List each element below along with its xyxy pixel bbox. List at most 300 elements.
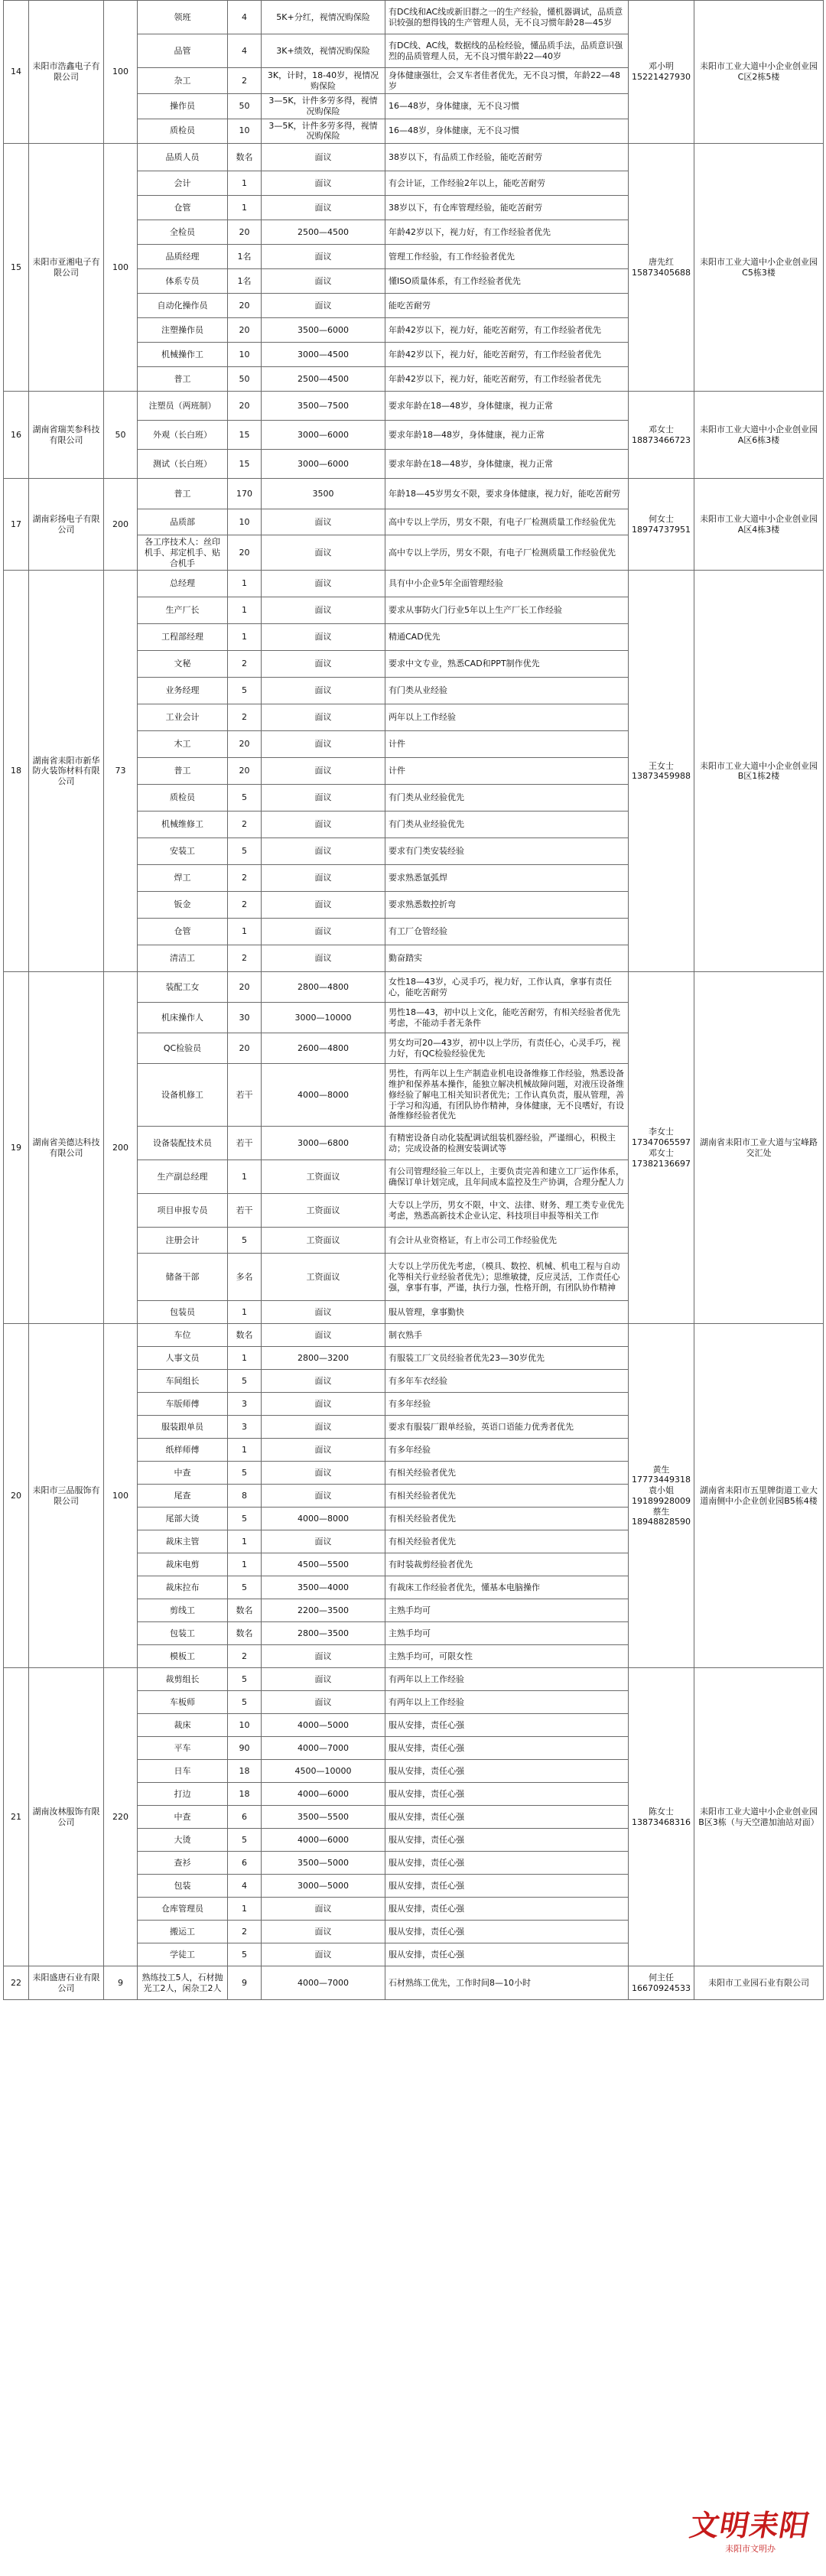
headcount-cell: 1名 [228,245,262,269]
requirement-cell: 男性18—43，初中以上文化，能吃苦耐劳，有相关经验者优先考虑，不能动手者无条件 [385,1003,629,1033]
headcount-cell: 5 [228,1576,262,1599]
headcount-cell: 2 [228,1645,262,1668]
requirement-cell: 制衣熟手 [385,1324,629,1347]
salary-cell: 面议 [262,1324,385,1347]
salary-cell: 3500—4000 [262,1576,385,1599]
requirement-cell: 有相关经验者优先 [385,1530,629,1553]
table-row [4,1668,824,1691]
headcount-cell: 多名 [228,1254,262,1301]
salary-cell: 面议 [262,838,385,865]
position-cell: 操作员 [138,94,228,119]
position-cell: 会计 [138,171,228,196]
headcount-cell: 3 [228,1393,262,1416]
company-name-cell: 湖南省瑞芙参科技有限公司 [29,392,104,479]
company-name-cell: 湖南省耒阳市新华防火装饰材料有限公司 [29,571,104,972]
requirement-cell: 要求年龄18—48岁，身体健康，视力正常 [385,421,629,450]
salary-cell: 4000—6000 [262,1783,385,1806]
headcount-cell: 5 [228,1462,262,1485]
salary-cell: 2800—3500 [262,1622,385,1645]
headcount-cell: 数名 [228,1324,262,1347]
requirement-cell: 计件 [385,731,629,758]
position-cell: 机械操作工 [138,343,228,367]
requirement-cell: 年龄42岁以下，视力好，有工作经验者优先 [385,220,629,245]
position-cell: 总经理 [138,571,228,597]
salary-cell: 3000—6000 [262,450,385,479]
headcount-cell: 170 [228,479,262,509]
salary-cell: 3500—7500 [262,392,385,421]
position-cell: 仓库管理员 [138,1898,228,1921]
position-cell: 注塑操作员 [138,318,228,343]
company-name-cell: 耒阳市亚湘电子有限公司 [29,144,104,392]
requirement-cell: 有服装工厂文员经验者优先23—30岁优先 [385,1347,629,1370]
position-cell: 搬运工 [138,1921,228,1943]
salary-cell: 3500 [262,479,385,509]
headcount-cell: 30 [228,1003,262,1033]
position-cell: 机床操作人 [138,1003,228,1033]
requirement-cell: 主熟手均可 [385,1599,629,1622]
address-cell: 耒阳市工业大道中小企业创业园A区4栋3楼 [694,479,824,571]
salary-cell: 工资面议 [262,1254,385,1301]
headcount-cell: 1 [228,1553,262,1576]
requirement-cell: 有相关经验者优先 [385,1485,629,1508]
salary-cell: 面议 [262,731,385,758]
position-cell: 生产厂长 [138,597,228,624]
recruitment-table [3,0,824,2000]
position-cell: 项目申报专员 [138,1194,228,1228]
requirement-cell: 年龄42岁以下，视力好，能吃苦耐劳，有工作经验者优先 [385,367,629,392]
table-row [4,144,824,171]
salary-cell: 面议 [262,535,385,571]
requirement-cell: 年龄42岁以下，视力好，能吃苦耐劳，有工作经验者优先 [385,343,629,367]
position-cell: 普工 [138,758,228,785]
salary-cell: 4000—8000 [262,1508,385,1530]
position-cell: 尾部大烫 [138,1508,228,1530]
requirement-cell: 有时装裁剪经验者优先 [385,1553,629,1576]
table-row [4,1,824,34]
salary-cell: 面议 [262,1439,385,1462]
headcount-cell: 5 [228,1829,262,1852]
headcount-cell: 1 [228,1301,262,1324]
position-cell: 测试（长白班） [138,450,228,479]
position-cell: 杂工 [138,68,228,94]
requirement-cell: 计件 [385,758,629,785]
salary-cell: 面议 [262,919,385,945]
position-cell: 生产副总经理 [138,1160,228,1194]
requirement-cell: 38岁以下，有品质工作经验，能吃苦耐劳 [385,144,629,171]
position-cell: 车版师傅 [138,1393,228,1416]
salary-cell: 4000—7000 [262,1966,385,2000]
salary-cell: 3500—5500 [262,1806,385,1829]
address-cell: 耒阳市工业大道中小企业创业园C区2栋5楼 [694,1,824,144]
position-cell: 平车 [138,1737,228,1760]
requirement-cell: 主熟手均可 [385,1622,629,1645]
requirement-cell: 服从安排，责任心强 [385,1898,629,1921]
position-cell: 设备装配技术员 [138,1127,228,1160]
position-cell: 品质部 [138,509,228,535]
headcount-cell: 18 [228,1783,262,1806]
salary-cell: 面议 [262,758,385,785]
headcount-cell: 20 [228,758,262,785]
requirement-cell: 服从安排，责任心强 [385,1783,629,1806]
headcount-cell: 1 [228,1439,262,1462]
salary-cell: 面议 [262,571,385,597]
requirement-cell: 有DC线和AC线或新旧群之一的生产经验，懂机器调试，品质意识较强的想得钱的生产管理人员，无不良习惯年龄28—45岁 [385,1,629,34]
salary-cell: 面议 [262,785,385,812]
headcount-cell: 20 [228,535,262,571]
headcount-cell: 20 [228,972,262,1003]
salary-cell: 3—5K，计件多劳多得，视情况购保险 [262,119,385,144]
requirement-cell: 服从管理，拿事勤快 [385,1301,629,1324]
salary-cell: 面议 [262,812,385,838]
headcount-cell: 1 [228,624,262,651]
company-name-cell: 耒阳市三品服饰有限公司 [29,1324,104,1668]
headcount-cell: 20 [228,392,262,421]
headcount-cell: 4 [228,1875,262,1898]
salary-cell: 3000—5000 [262,1875,385,1898]
position-cell: 模板工 [138,1645,228,1668]
position-cell: 业务经理 [138,678,228,704]
salary-cell: 3500—5000 [262,1852,385,1875]
contact-cell: 何女士 18974737951 [629,479,694,571]
salary-cell: 3000—6800 [262,1127,385,1160]
salary-cell: 4500—10000 [262,1760,385,1783]
requirement-cell: 服从安排，责任心强 [385,1760,629,1783]
total-headcount-cell: 200 [104,972,138,1324]
position-cell: 钣金 [138,892,228,919]
requirement-cell: 服从安排，责任心强 [385,1852,629,1875]
position-cell: 大烫 [138,1829,228,1852]
watermark-sub: 耒阳市文明办 [725,2544,776,2554]
position-cell: 中查 [138,1462,228,1485]
headcount-cell: 1 [228,1898,262,1921]
salary-cell: 面议 [262,1530,385,1553]
contact-cell: 何主任 16670924533 [629,1966,694,2000]
company-number-cell: 21 [4,1668,29,1966]
headcount-cell: 15 [228,450,262,479]
contact-cell: 李女士 17347065597 邓女士 17382136697 [629,972,694,1324]
position-cell: 日车 [138,1760,228,1783]
headcount-cell: 1 [228,1347,262,1370]
headcount-cell: 2 [228,68,262,94]
salary-cell: 面议 [262,1943,385,1966]
salary-cell: 面议 [262,678,385,704]
table-row [4,479,824,509]
table-row [4,571,824,597]
requirement-cell: 有工厂仓管经验 [385,919,629,945]
position-cell: 质检员 [138,119,228,144]
requirement-cell: 有裁床工作经验者优先，懂基本电脑操作 [385,1576,629,1599]
requirement-cell: 有多年经验 [385,1439,629,1462]
requirement-cell: 两年以上工作经验 [385,704,629,731]
table-row [4,1324,824,1347]
position-cell: 普工 [138,479,228,509]
headcount-cell: 1 [228,171,262,196]
headcount-cell: 1 [228,1530,262,1553]
requirement-cell: 有DC线、AC线，数据线的品检经验，懂品质手法，品质意识强烈的品质管理人员，无不良习惯年龄22—40岁 [385,34,629,68]
requirement-cell: 有公司管理经验三年以上，主要负责完善和建立工厂运作体系，确保订单计划完成，且年间成本监控及生产协调，合理分配人力 [385,1160,629,1194]
headcount-cell: 若干 [228,1127,262,1160]
watermark [685,2502,815,2555]
requirement-cell: 有门类从业经验优先 [385,785,629,812]
salary-cell: 面议 [262,597,385,624]
salary-cell: 3500—6000 [262,318,385,343]
headcount-cell: 5 [228,785,262,812]
position-cell: QC检验员 [138,1033,228,1064]
headcount-cell: 20 [228,318,262,343]
requirement-cell: 精通CAD优先 [385,624,629,651]
position-cell: 安装工 [138,838,228,865]
requirement-cell: 服从安排，责任心强 [385,1875,629,1898]
table-body [4,1,824,2000]
requirement-cell: 服从安排，责任心强 [385,1737,629,1760]
company-number-cell: 22 [4,1966,29,2000]
requirement-cell: 能吃苦耐劳 [385,294,629,318]
position-cell: 车板师 [138,1691,228,1714]
requirement-cell: 服从安排，责任心强 [385,1829,629,1852]
requirement-cell: 懂ISO质量体系，有工作经验者优先 [385,269,629,294]
requirement-cell: 要求年龄在18—48岁，身体健康，视力正常 [385,392,629,421]
position-cell: 裁床拉布 [138,1576,228,1599]
table-row [4,972,824,1003]
requirement-cell: 16—48岁，身体健康，无不良习惯 [385,119,629,144]
requirement-cell: 有两年以上工作经验 [385,1691,629,1714]
requirement-cell: 要求熟悉数控折弯 [385,892,629,919]
salary-cell: 面议 [262,1921,385,1943]
requirement-cell: 具有中小企业5年全面管理经验 [385,571,629,597]
position-cell: 装配工女 [138,972,228,1003]
company-number-cell: 16 [4,392,29,479]
headcount-cell: 10 [228,119,262,144]
headcount-cell: 20 [228,220,262,245]
position-cell: 自动化操作员 [138,294,228,318]
salary-cell: 2800—3200 [262,1347,385,1370]
requirement-cell: 大专以上学历，男女不限，中文、法律、财务、理工类专业优先考虑，熟悉高新技术企业认定、科技项目申报等相关工作 [385,1194,629,1228]
headcount-cell: 20 [228,1033,262,1064]
salary-cell: 3000—10000 [262,1003,385,1033]
headcount-cell: 5 [228,678,262,704]
requirement-cell: 要求有服装厂跟单经验，英语口语能力优秀者优先 [385,1416,629,1439]
headcount-cell: 10 [228,509,262,535]
headcount-cell: 4 [228,1,262,34]
company-number-cell: 17 [4,479,29,571]
address-cell: 耒阳市工业大道中小企业创业园B区3栋（与天空港加油站对面） [694,1668,824,1966]
headcount-cell: 10 [228,1714,262,1737]
salary-cell: 工资面议 [262,1228,385,1254]
position-cell: 储备干部 [138,1254,228,1301]
position-cell: 纸样师傅 [138,1439,228,1462]
headcount-cell: 若干 [228,1194,262,1228]
headcount-cell: 5 [228,838,262,865]
total-headcount-cell: 9 [104,1966,138,2000]
salary-cell: 面议 [262,1668,385,1691]
headcount-cell: 50 [228,94,262,119]
total-headcount-cell: 50 [104,392,138,479]
headcount-cell: 50 [228,367,262,392]
headcount-cell: 10 [228,343,262,367]
requirement-cell: 有会计证，工作经验2年以上，能吃苦耐劳 [385,171,629,196]
position-cell: 外观（长白班） [138,421,228,450]
position-cell: 工业会计 [138,704,228,731]
headcount-cell: 数名 [228,144,262,171]
salary-cell: 工资面议 [262,1194,385,1228]
address-cell: 耒阳市工业园石业有限公司 [694,1966,824,2000]
company-name-cell: 湖南彩扬电子有限公司 [29,479,104,571]
requirement-cell: 石材熟练工优先，工作时间8—10小时 [385,1966,629,2000]
position-cell: 品管 [138,34,228,68]
position-cell: 领班 [138,1,228,34]
contact-cell: 黄生 17773449318 袁小姐 19189928009 蔡生 18948828590 [629,1324,694,1668]
headcount-cell: 1 [228,1160,262,1194]
requirement-cell: 有相关经验者优先 [385,1508,629,1530]
headcount-cell: 2 [228,945,262,972]
salary-cell: 3000—4500 [262,343,385,367]
headcount-cell: 6 [228,1852,262,1875]
salary-cell: 面议 [262,945,385,972]
salary-cell: 面议 [262,892,385,919]
headcount-cell: 数名 [228,1599,262,1622]
salary-cell: 面议 [262,1370,385,1393]
position-cell: 学徒工 [138,1943,228,1966]
headcount-cell: 2 [228,704,262,731]
salary-cell: 面议 [262,171,385,196]
position-cell: 体系专员 [138,269,228,294]
salary-cell: 4000—8000 [262,1064,385,1127]
requirement-cell: 男女均可20—43岁，初中以上学历，有责任心，心灵手巧，视力好，有QC检验经验优先 [385,1033,629,1064]
salary-cell: 3K+绩效，视情况购保险 [262,34,385,68]
requirement-cell: 有会计从业资格证，有上市公司工作经验优先 [385,1228,629,1254]
salary-cell: 2600—4800 [262,1033,385,1064]
requirement-cell: 高中专以上学历，男女不限，有电子厂检测质量工作经验优先 [385,535,629,571]
position-cell: 裁床 [138,1714,228,1737]
salary-cell: 2500—4500 [262,367,385,392]
table-row [4,392,824,421]
headcount-cell: 1 [228,919,262,945]
requirement-cell: 服从安排，责任心强 [385,1714,629,1737]
salary-cell: 面议 [262,1898,385,1921]
salary-cell: 面议 [262,651,385,678]
salary-cell: 面议 [262,509,385,535]
position-cell: 木工 [138,731,228,758]
headcount-cell: 20 [228,294,262,318]
salary-cell: 面议 [262,1301,385,1324]
requirement-cell: 有多年经验 [385,1393,629,1416]
headcount-cell: 4 [228,34,262,68]
position-cell: 仓管 [138,196,228,220]
position-cell: 车间组长 [138,1370,228,1393]
requirement-cell: 身体健康强壮，会叉车者佳者优先，无不良习惯，年龄22—48岁 [385,68,629,94]
salary-cell: 面议 [262,1485,385,1508]
position-cell: 裁床主管 [138,1530,228,1553]
position-cell: 各工序技术人：丝印机手、邦定机手、贴合机手 [138,535,228,571]
salary-cell: 面议 [262,704,385,731]
position-cell: 打边 [138,1783,228,1806]
position-cell: 质检员 [138,785,228,812]
salary-cell: 面议 [262,196,385,220]
position-cell: 清洁工 [138,945,228,972]
table-row [4,1966,824,2000]
position-cell: 中查 [138,1806,228,1829]
position-cell: 包装员 [138,1301,228,1324]
position-cell: 服装跟单员 [138,1416,228,1439]
company-number-cell: 19 [4,972,29,1324]
headcount-cell: 2 [228,812,262,838]
salary-cell: 3—5K，计件多劳多得，视情况购保险 [262,94,385,119]
headcount-cell: 5 [228,1228,262,1254]
salary-cell: 4000—6000 [262,1829,385,1852]
requirement-cell: 有精密设备自动化装配调试组装机器经验，严谨细心，积极主动；完成设备的检测安装调试等 [385,1127,629,1160]
headcount-cell: 1名 [228,269,262,294]
requirement-cell: 要求中文专业，熟悉CAD和PPT制作优先 [385,651,629,678]
position-cell: 普工 [138,367,228,392]
position-cell: 机械维修工 [138,812,228,838]
salary-cell: 面议 [262,1462,385,1485]
salary-cell: 2800—4800 [262,972,385,1003]
salary-cell: 2200—3500 [262,1599,385,1622]
headcount-cell: 2 [228,1921,262,1943]
headcount-cell: 6 [228,1806,262,1829]
requirement-cell: 要求熟悉氩弧焊 [385,865,629,892]
company-number-cell: 15 [4,144,29,392]
position-cell: 全检员 [138,220,228,245]
total-headcount-cell: 100 [104,1324,138,1668]
requirement-cell: 勤奋踏实 [385,945,629,972]
salary-cell: 4000—7000 [262,1737,385,1760]
headcount-cell: 1 [228,196,262,220]
address-cell: 湖南省耒阳市工业大道与宝峰路交汇处 [694,972,824,1324]
position-cell: 仓管 [138,919,228,945]
requirement-cell: 男性，有两年以上生产制造业机电设备维修工作经验，熟悉设备维护和保养基本操作，能独立解决机械故障问题，对液压设备维修经验了解电工相关知识者优先；工作认真负责，服从管理，善于学习和沟通，有团队协作精神，身体健康，无不良嗜好，有设备维修经验者优先 [385,1064,629,1127]
salary-cell: 面议 [262,1393,385,1416]
requirement-cell: 服从安排，责任心强 [385,1943,629,1966]
headcount-cell: 数名 [228,1622,262,1645]
company-name-cell: 湖南省美德达科技有限公司 [29,972,104,1324]
requirement-cell: 服从安排，责任心强 [385,1921,629,1943]
position-cell: 包装 [138,1875,228,1898]
position-cell: 品质人员 [138,144,228,171]
company-name-cell: 耒阳市浩鑫电子有限公司 [29,1,104,144]
contact-cell: 陈女士 13873468316 [629,1668,694,1966]
position-cell: 人事文员 [138,1347,228,1370]
requirement-cell: 大专以上学历优先考虑，（模具、数控、机械、机电工程与自动化等相关行业经验者优先）；思维敏捷，反应灵活，工作责任心强，拿事有事，严谨，执行力强，性格开朗，有团队协作精神 [385,1254,629,1301]
position-cell: 裁剪组长 [138,1668,228,1691]
watermark-brand: 文明耒阳 [687,2508,813,2542]
total-headcount-cell: 100 [104,144,138,392]
company-number-cell: 14 [4,1,29,144]
company-name-cell: 湖南汝林服饰有限公司 [29,1668,104,1966]
requirement-cell: 要求从事防火门行业5年以上生产厂长工作经验 [385,597,629,624]
position-cell: 剪线工 [138,1599,228,1622]
headcount-cell: 3 [228,1416,262,1439]
total-headcount-cell: 200 [104,479,138,571]
salary-cell: 面议 [262,269,385,294]
requirement-cell: 年龄18—45岁男女不限，要求身体健康，视力好，能吃苦耐劳 [385,479,629,509]
company-number-cell: 18 [4,571,29,972]
address-cell: 湖南省耒阳市五里牌街道工业大道南侧中小企业创业园B5栋4楼 [694,1324,824,1668]
headcount-cell: 1 [228,571,262,597]
position-cell: 查衫 [138,1852,228,1875]
headcount-cell: 2 [228,892,262,919]
contact-cell: 王女士 13873459988 [629,571,694,972]
headcount-cell: 2 [228,651,262,678]
requirement-cell: 年龄42岁以下，视力好，能吃苦耐劳，有工作经验者优先 [385,318,629,343]
headcount-cell: 2 [228,865,262,892]
requirement-cell: 有门类从业经验 [385,678,629,704]
headcount-cell: 18 [228,1760,262,1783]
requirement-cell: 女性18—43岁，心灵手巧，视力好，工作认真，拿事有责任心，能吃苦耐劳 [385,972,629,1003]
requirement-cell: 高中专以上学历，男女不限，有电子厂检测质量工作经验优先 [385,509,629,535]
headcount-cell: 9 [228,1966,262,2000]
headcount-cell: 若干 [228,1064,262,1127]
